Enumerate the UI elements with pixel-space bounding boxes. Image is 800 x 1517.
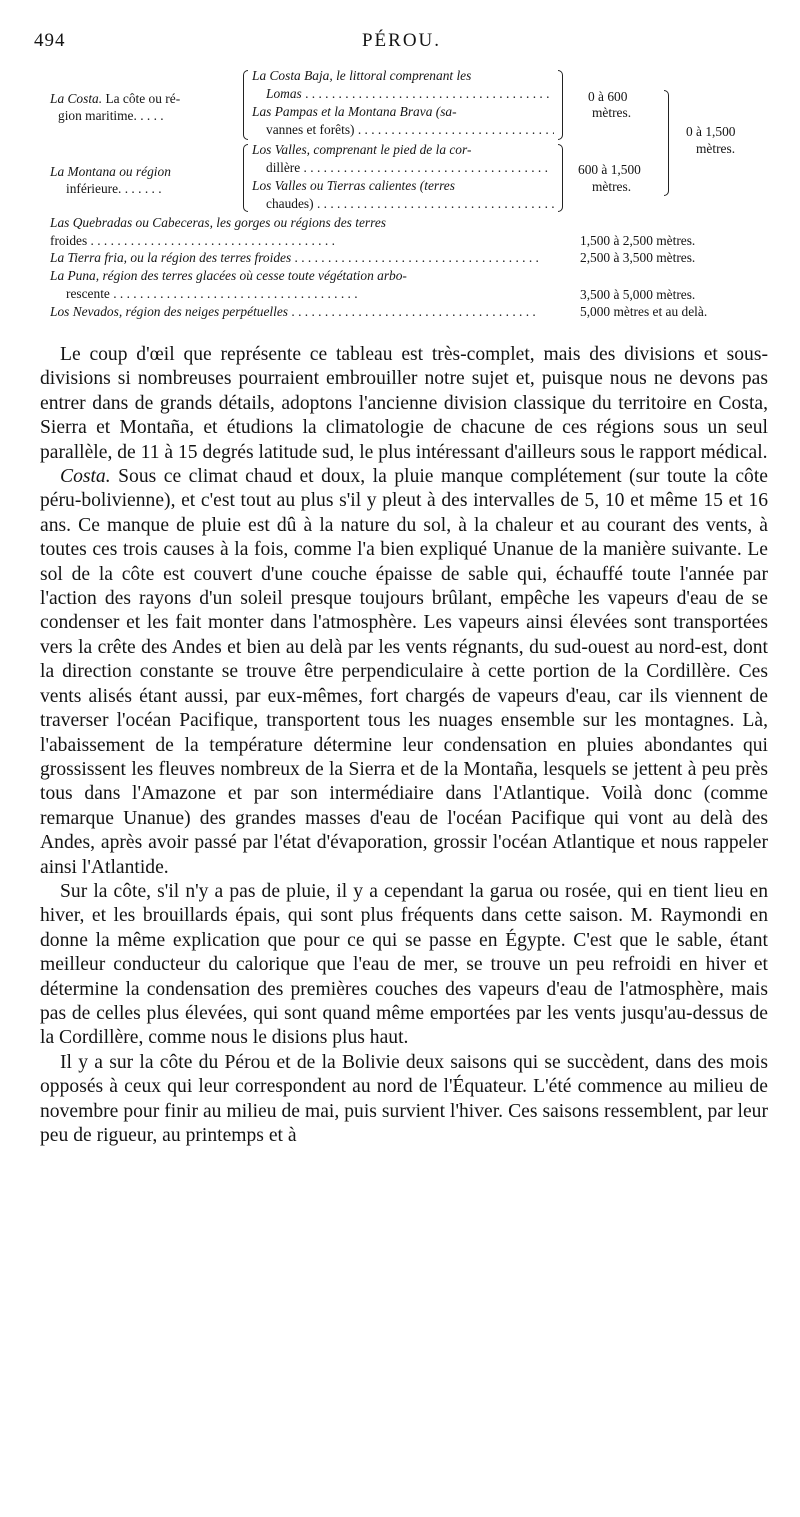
tierra-fria-row: [50, 250, 560, 266]
body-text: [40, 343, 768, 1148]
costa-row-4: [266, 122, 554, 138]
costa-row-2-text: Lomas: [266, 86, 302, 101]
paragraph-2-lead: Costa.: [60, 466, 111, 488]
montana-row-2-text: dillère: [266, 160, 301, 175]
paragraph-4: Il y a sur la côte du Pérou et de la Bolivie deux saisons qui se succèdent, dans des mois opposés à ceux qui leur correspondent au nord de l'Équateur. L'été commence au milieu de novembre pour finir au milieu de mai, puis survient l'hiver. Ces saisons ressemblent, par leur peu de rigueur, au printemps et à: [40, 1051, 768, 1146]
page-number: 494: [34, 30, 66, 51]
costa-altitude-2: mètres.: [592, 105, 632, 120]
tierra-fria-text: La Tierra fria, ou la région des terres froides: [50, 250, 292, 265]
tierra-fria-altitude: 2,500 à 3,500 mètres.: [580, 250, 696, 265]
montana-left-brace: [243, 144, 248, 212]
costa-left-brace: [243, 70, 248, 140]
outer-right-brace: [664, 90, 669, 196]
paragraph-2: [40, 465, 768, 880]
nevados-row: [50, 304, 560, 320]
paragraph-3: Sur la côte, s'il n'y a pas de pluie, il y a cependant la garua ou rosée, qui en tient lieu en hiver, et les brouillards épais, qui sont plus fréquents dans cette saison. M. Raymondi en donne la même explication que pour ce qui se passe en Égypte. C'est que le sable, étant meilleur conducteur du calorique que l'eau de mer, se trouve un peu refroidi en hiver et détermine la condensation des premières couches des vapeurs d'eau de l'atmosphère, mais pas de celles plus élevées, qui sont quand même emportées par les vents jusqu'au-dessus de la Cordillère, comme nous le disions plus haut.: [40, 880, 768, 1049]
costa-row-4-text: vannes et forêts): [266, 122, 355, 137]
paragraph-2-text: Sous ce climat chaud et doux, la pluie manque complétement (sur toute la côte péru-bolivienne), et c'est tout au plus s'il y pleut à des intervalles de 5, 10 et même 15 et 16 ans. Ce manque de pluie est dû à la nature du sol, à la chaleur et au courant des vents, à toutes ces trois causes à la fois, comme l'a bien expliqué Unanue de la manière suivante. Le sol de la côte est couvert d'une couche épaisse de sable qui, échauffé toute l'année par l'action des rayons d'un soleil presque toujours brûlant, empêche les vapeurs d'eau de se condenser et les fait monter dans l'atmosphère. Les vapeurs ainsi élevées sont transportées vers la crête des Andes et bien au delà par les vents régnants, du sud-ouest au nord-est, dont la direction constante se trouve être perpendiculaire à cette portion de la Cordillère. Ces vents alisés étant aussi, par eux-mêmes, fort chargés de vapeurs d'eau, car ils viennent de traverser l'océan Pacifique, transportent tous les nuages ensemble sur les montagnes. Là, l'abaissement de la température détermine leur condensation en pluies abondantes qui grossissent les fleuves nombreux de la Sierra et de la Montaña, lesquels se jettent à peu près tous dans l'Amazone et par son intermédiaire dans l'Atlantique. Voilà donc (comme remarque Unanue) des grandes masses d'eau de l'océan Pacifique qui vont au delà des Andes, après avoir passé par l'état d'évaporation, grossir l'océan Atlantique et nous rappeler ainsi l'Atlantide.: [40, 466, 768, 878]
montana-row-1: [252, 142, 471, 158]
montana-altitude-2: mètres.: [592, 179, 632, 194]
puna-row-1: [50, 268, 407, 284]
costa-altitude-1: 0 à 600: [588, 89, 628, 104]
costa-row-2: [266, 86, 554, 102]
running-title: PÉROU.: [361, 30, 442, 51]
montana-row-4: [266, 196, 554, 212]
montana-altitude-1: 600 à 1,500: [578, 162, 641, 177]
puna-text: La Puna, région des terres glacées où cesse toute végétation arbo-: [50, 268, 407, 283]
montana-label: [50, 164, 171, 180]
paragraph-1: Le coup d'œil que représente ce tableau est très-complet, mais des divisions et sous-divisions si nombreuses pourraient embrouiller notre sujet et, puisque nous ne devons pas entrer dans de grands détails, adoptons l'ancienne division classique du territoire en Costa, Sierra et Montaña, et étudions la climatologie de chacune de ces régions sous un seul parallèle, de 11 à 15 degrés latitude sud, le plus intéressant d'ailleurs sous le rapport médical.: [40, 344, 768, 463]
montana-row-2: [266, 160, 554, 176]
quebradas-row-2-text: froides: [50, 233, 88, 248]
nevados-text: Los Nevados, région des neiges perpétuelles: [50, 304, 289, 319]
nevados-altitude: 5,000 mètres et au delà.: [580, 304, 708, 319]
puna-row-2: [66, 286, 560, 302]
quebradas-row-2: [50, 233, 560, 249]
costa-row-1: [252, 68, 471, 84]
costa-row-1-text: La Costa Baja, le littoral comprenant les: [252, 68, 472, 83]
outer-altitude-2: mètres.: [696, 141, 736, 156]
montana-row-3-text: Los Valles ou Tierras calientes (terres: [252, 178, 455, 193]
costa-label-rest: La côte ou ré-: [102, 91, 181, 106]
puna-row-2-text: rescente: [66, 286, 110, 301]
montana-label-italic: La Montana ou région: [50, 164, 171, 179]
altitude-table: [0, 0, 800, 330]
montana-label-2: inférieure. . . . . . .: [66, 181, 162, 196]
costa-label-2: gion maritime. . . . .: [58, 108, 164, 123]
costa-row-3-text: Las Pampas et la Montana Brava (sa-: [252, 104, 457, 119]
montana-right-brace: [558, 144, 563, 212]
montana-row-3: [252, 178, 455, 194]
costa-right-brace: [558, 70, 563, 140]
costa-row-3: [252, 104, 457, 120]
montana-row-4-text: chaudes): [266, 196, 314, 211]
quebradas-text: Las Quebradas ou Cabeceras, les gorges ou régions des terres: [50, 215, 386, 230]
quebradas-altitude: 1,500 à 2,500 mètres.: [580, 233, 696, 248]
outer-altitude-1: 0 à 1,500: [686, 124, 736, 139]
costa-label-italic: La Costa.: [50, 91, 103, 106]
costa-label: [50, 91, 180, 107]
quebradas-row-1: [50, 215, 386, 231]
puna-altitude: 3,500 à 5,000 mètres.: [580, 287, 696, 302]
montana-row-1-text: Los Valles, comprenant le pied de la cor-: [252, 142, 472, 157]
